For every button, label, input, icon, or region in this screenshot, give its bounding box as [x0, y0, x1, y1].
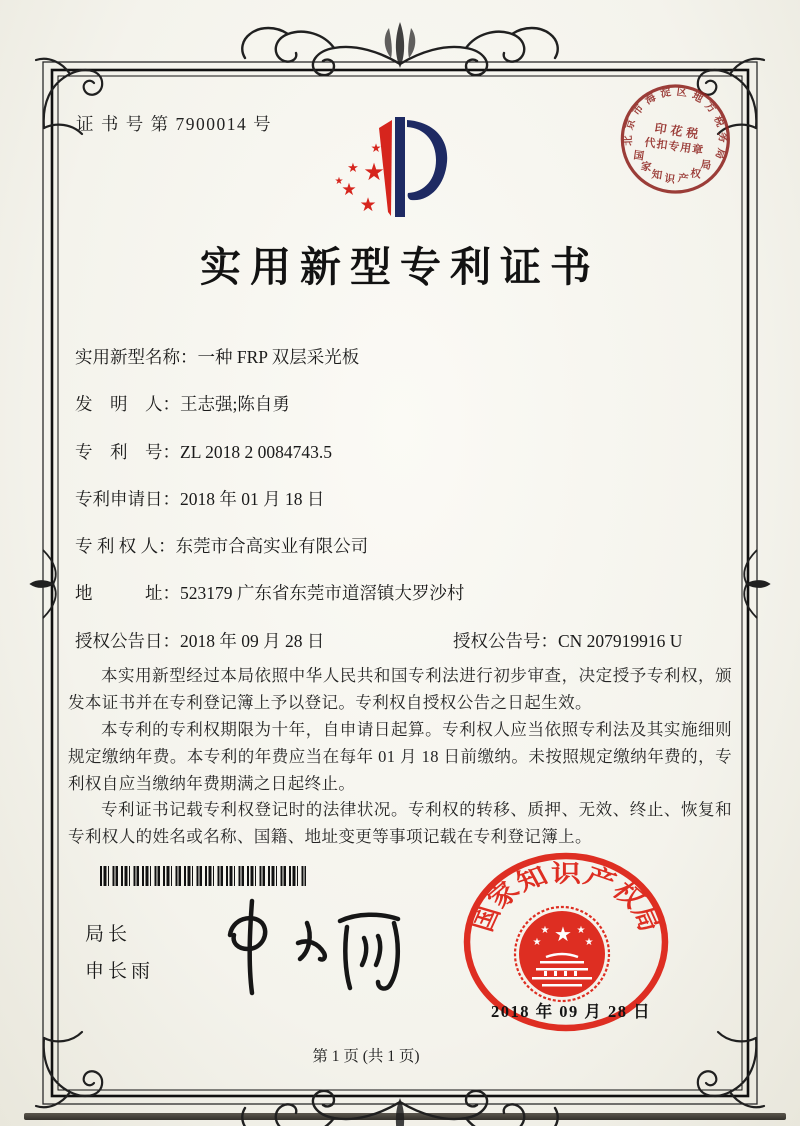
page-number: 第 1 页 (共 1 页)	[312, 1048, 420, 1065]
field-label: 专利申请日：	[75, 488, 180, 509]
field-row-grant-date	[75, 618, 730, 665]
svg-text:国: 国	[464, 902, 506, 935]
seal-date: 2018 年 09 月 28 日	[491, 1002, 652, 1021]
svg-text:国: 国	[632, 150, 645, 163]
svg-text:★: ★	[576, 925, 586, 936]
seal-emblem	[515, 907, 609, 1001]
field-value: 王志强;陈自勇	[180, 394, 290, 415]
field-row-patent-no	[75, 429, 730, 476]
field-row-inventor	[75, 381, 730, 428]
svg-text:★: ★	[370, 141, 382, 155]
svg-text:★: ★	[347, 161, 359, 176]
field-value: 2018 年 01 月 18 日	[180, 488, 325, 509]
svg-text:淀: 淀	[659, 87, 672, 101]
field-row-name	[75, 334, 730, 381]
svg-text:产: 产	[677, 173, 690, 186]
field-value: CN 207919916 U	[558, 630, 683, 651]
svg-text:务: 务	[716, 131, 728, 143]
tax-stamp	[609, 74, 741, 210]
handwritten-signature	[212, 893, 412, 998]
flourish-top-center	[242, 22, 557, 75]
field-value: 523179 广东省东莞市道滘镇大罗沙村	[180, 583, 465, 604]
svg-text:京: 京	[624, 117, 638, 132]
field-value: ZL 2018 2 0084743.5	[180, 441, 332, 462]
certificate-number: 证 书 号 第 7900014 号	[76, 114, 273, 134]
svg-text:税: 税	[711, 114, 726, 129]
svg-text:局: 局	[626, 902, 668, 935]
field-value: 东莞市合高实业有限公司	[175, 536, 369, 557]
field-label: 专 利 号：	[75, 441, 180, 462]
svg-text:识: 识	[663, 173, 676, 186]
field-label: 专 利 权 人：	[75, 536, 176, 557]
field-value: 2018 年 09 月 28 日	[180, 630, 325, 651]
svg-text:局: 局	[699, 159, 712, 173]
svg-text:★: ★	[341, 180, 357, 200]
svg-text:识: 识	[550, 860, 582, 887]
logo-navy-bowl	[407, 120, 447, 200]
svg-text:权: 权	[606, 877, 651, 913]
stamp-center-line1: 印花税	[653, 121, 704, 142]
field-row-address	[75, 570, 730, 617]
svg-text:★: ★	[584, 937, 594, 948]
svg-text:产: 产	[579, 862, 621, 896]
field-row-patentee	[75, 523, 730, 570]
field-label: 实用新型名称：	[75, 347, 198, 367]
svg-text:★: ★	[532, 937, 542, 948]
page-title: 实用新型专利证书	[200, 244, 600, 290]
svg-text:★: ★	[554, 922, 572, 946]
field-label: 地 址：	[75, 583, 180, 604]
legal-text	[68, 663, 732, 851]
svg-text:★: ★	[540, 925, 550, 936]
logo-navy-bar	[395, 117, 405, 217]
svg-text:★: ★	[359, 194, 377, 216]
legal-paragraph-1: 本实用新型经过本局依照中华人民共和国专利法进行初步审查，决定授予专利权，颁发本证书并在专利登记簿上予以登记。专利权自授权公告之日起生效。	[68, 666, 732, 712]
legal-paragraph-2: 本专利的专利权期限为十年，自申请日起算。专利权人应当依照专利法及其实施细则规定缴纳年费。本专利的年费应当在每年 01 月 18 日前缴纳。未按照规定缴纳年费的，专利权自应当缴纳年费期满之日起终止。	[68, 719, 732, 793]
svg-text:区: 区	[675, 86, 688, 100]
svg-text:方: 方	[702, 100, 718, 116]
svg-text:权: 权	[689, 168, 702, 181]
svg-text:知: 知	[650, 169, 663, 182]
field-label: 授权公告日：	[75, 630, 180, 651]
patent-fields	[75, 334, 730, 665]
field-label: 授权公告号：	[453, 630, 558, 651]
svg-text:地: 地	[689, 90, 705, 106]
field-label: 发 明 人：	[75, 394, 180, 415]
svg-text:家: 家	[640, 161, 653, 174]
director-block	[85, 916, 154, 990]
svg-text:★: ★	[335, 176, 344, 187]
legal-paragraph-3: 专利证书记载专利权登记时的法律状况。专利权的转移、质押、无效、终止、恢复和专利权人的姓名或名称、国籍、地址变更等事项记载在专利登记簿上。	[68, 800, 732, 847]
svg-text:海: 海	[643, 92, 659, 108]
svg-text:★: ★	[363, 158, 385, 186]
logo-stars	[335, 141, 385, 216]
svg-text:家: 家	[481, 877, 526, 913]
svg-text:知: 知	[511, 862, 553, 896]
stamp-center-line2: 代扣专用章	[643, 136, 705, 158]
field-grant-number	[453, 618, 682, 665]
director-title: 局长	[85, 924, 132, 945]
field-row-filing-date	[75, 476, 730, 523]
svg-text:局: 局	[712, 146, 727, 161]
barcode	[100, 866, 306, 886]
director-name: 申长雨	[85, 961, 155, 982]
svg-text:北: 北	[623, 135, 635, 147]
svg-text:市: 市	[631, 102, 647, 118]
field-value: 一种 FRP 双层采光板	[197, 347, 360, 367]
cnipa-logo-icon	[335, 114, 465, 232]
